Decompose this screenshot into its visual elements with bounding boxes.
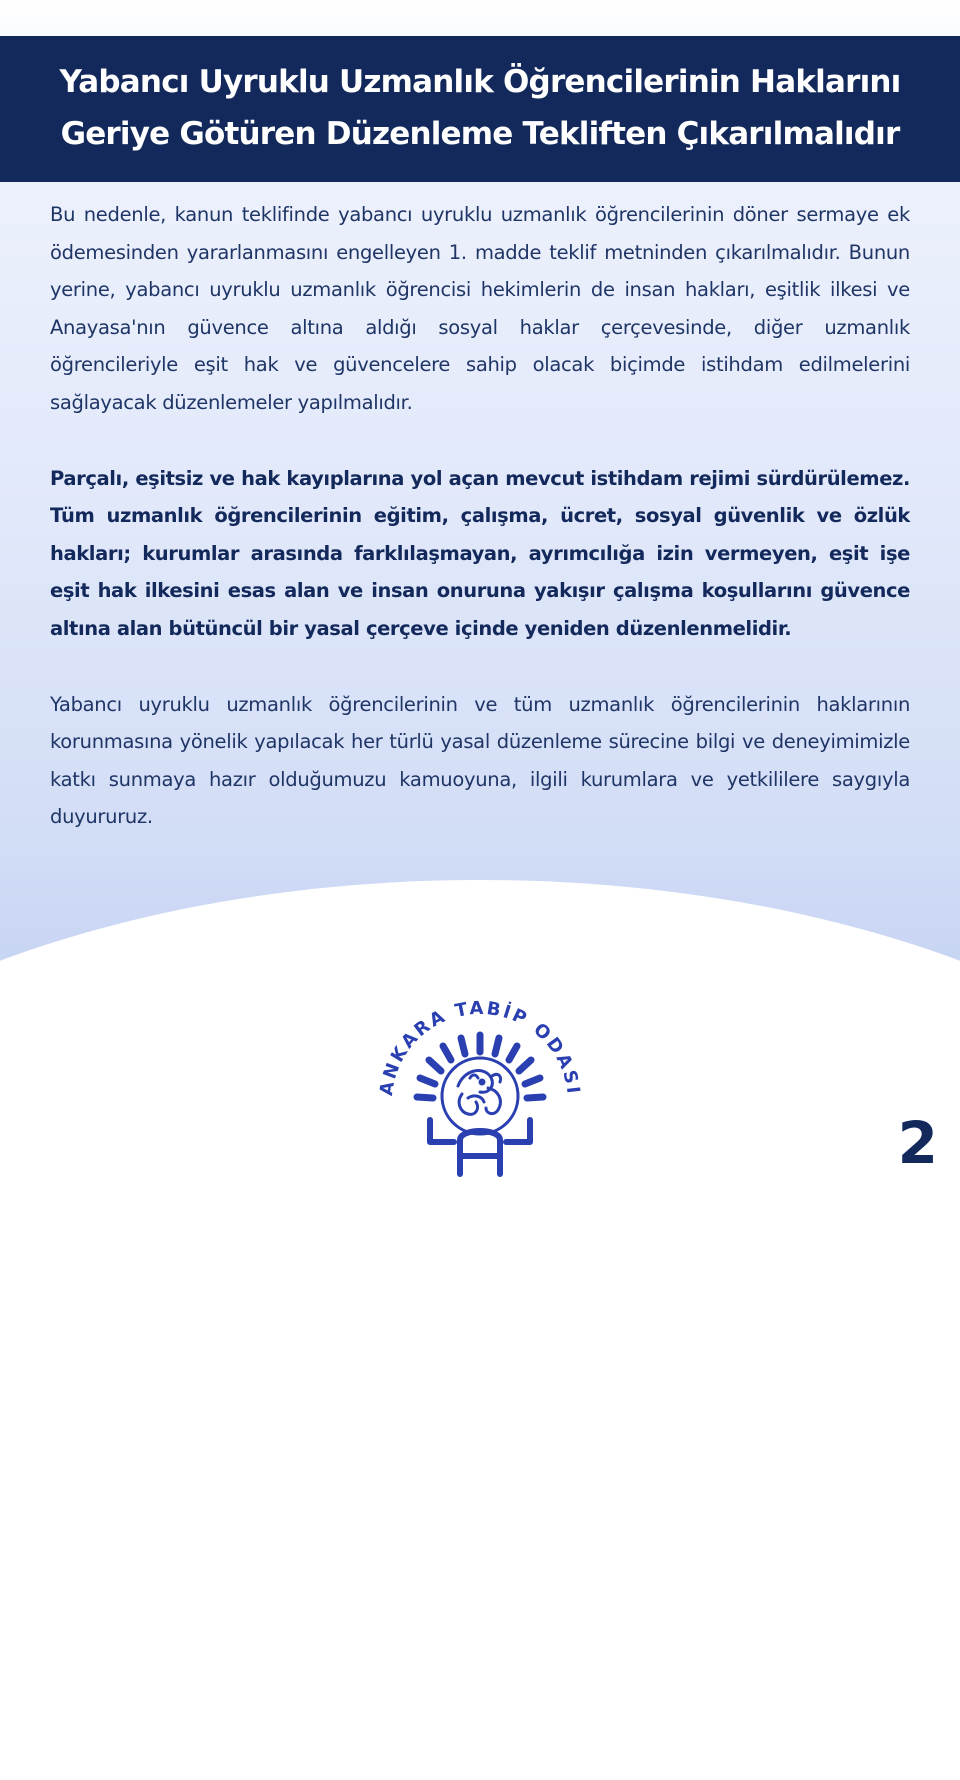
statement-body: [50, 196, 910, 836]
title-line-1: Yabancı Uyruklu Uzmanlık Öğrencilerinin Haklarını: [59, 64, 901, 100]
monogram-base: [430, 1120, 530, 1174]
paragraph-2-emphasis: Parçalı, eşitsiz ve hak kayıplarına yol açan mevcut istihdam rejimi sürdürülemez. Tüm uzmanlık öğrencilerinin eğitim, çalışma, ücret, sosyal güvenlik ve özlük hakları; kurumlar arasında farklılaşmayan, ayrımcılığa izin vermeyen, eşit işe eşit hak ilkesini esas alan ve insan onuruna yakışır çalışma koşullarını güvence altına alan bütüncül bir yasal çerçeve içinde yeniden düzenlenmelidir.: [50, 466, 910, 640]
title-line-2: Geriye Götüren Düzenleme Tekliften Çıkarılmalıdır: [60, 116, 900, 152]
ankara-tabip-odasi-logo: [370, 990, 590, 1180]
paragraph-1: Bu nedenle, kanun teklifinde yabancı uyruklu uzmanlık öğrencilerinin döner sermaye ek ödemesinden yararlanmasını engelleyen 1. madde teklif metninden çıkarılmalıdır. Bunun yerine, yabancı uyruklu uzmanlık öğrencisi hekimlerin de insan hakları, eşitlik ilkesi ve Anayasa'nın güvence altına aldığı sosyal haklar çerçevesinde, diğer uzmanlık öğrencileriyle eşit hak ve güvencelere sahip olacak biçimde istihdam edilmelerini sağlayacak düzenlemeler yapılmalıdır.: [50, 203, 910, 414]
logo-text: ANKARA TABİP ODASI: [375, 997, 584, 1098]
paragraph-3: Yabancı uyruklu uzmanlık öğrencilerinin ve tüm uzmanlık öğrencilerinin haklarının korunmasına yönelik yapılacak her türlü yasal düzenleme sürecine bilgi ve deneyimimizle katkı sunmaya hazır olduğumuzu kamuoyuna, ilgili kurumlara ve yetkililere saygıyla duyururuz.: [50, 692, 910, 829]
page-number: 2: [897, 1109, 938, 1177]
title-banner: [0, 36, 960, 182]
goat-figure: [458, 1071, 501, 1115]
ankara-tabip-odasi-emblem-icon: [370, 990, 590, 1180]
sun-rays: [417, 1035, 543, 1098]
